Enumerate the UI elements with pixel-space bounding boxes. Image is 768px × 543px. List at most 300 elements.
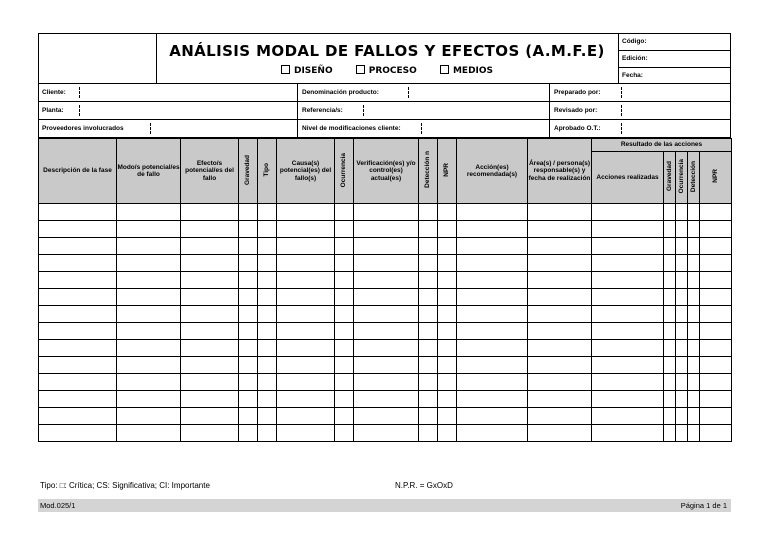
table-cell[interactable] [528, 323, 592, 340]
table-cell[interactable] [700, 323, 732, 340]
table-cell[interactable] [664, 374, 676, 391]
table-cell[interactable] [688, 323, 700, 340]
table-cell[interactable] [688, 272, 700, 289]
table-cell[interactable] [664, 306, 676, 323]
table-cell[interactable] [676, 425, 688, 442]
table-cell[interactable] [700, 289, 732, 306]
table-cell[interactable] [676, 272, 688, 289]
table-cell[interactable] [39, 272, 117, 289]
table-cell[interactable] [239, 374, 258, 391]
table-cell[interactable] [688, 374, 700, 391]
table-cell[interactable] [335, 391, 354, 408]
amfe-table [38, 138, 732, 442]
table-cell[interactable] [354, 272, 419, 289]
table-cell[interactable] [117, 340, 181, 357]
col-resultado: Resultado de las acciones [592, 139, 732, 152]
table-cell[interactable] [117, 323, 181, 340]
table-cell[interactable] [688, 289, 700, 306]
table-cell[interactable] [419, 374, 438, 391]
table-cell[interactable] [438, 408, 457, 425]
table-cell[interactable] [258, 221, 277, 238]
table-cell[interactable] [239, 323, 258, 340]
table-cell[interactable] [592, 306, 664, 323]
table-cell[interactable] [664, 255, 676, 272]
table-cell[interactable] [457, 221, 528, 238]
table-cell[interactable] [676, 340, 688, 357]
table-row [39, 425, 732, 442]
table-cell[interactable] [277, 323, 335, 340]
table-row [39, 357, 732, 374]
table-cell[interactable] [528, 289, 592, 306]
table-cell[interactable] [335, 408, 354, 425]
table-cell[interactable] [592, 204, 664, 221]
referencia-label: Referencia/s: [302, 107, 343, 114]
table-cell[interactable] [419, 391, 438, 408]
col-accion: Acción(es) recomendada(s) [457, 139, 528, 204]
table-cell[interactable] [39, 306, 117, 323]
table-cell[interactable] [239, 306, 258, 323]
table-cell[interactable] [117, 289, 181, 306]
table-cell[interactable] [676, 391, 688, 408]
table-cell[interactable] [117, 238, 181, 255]
table-cell[interactable] [676, 204, 688, 221]
table-cell[interactable] [528, 221, 592, 238]
table-row [39, 408, 732, 425]
table-cell[interactable] [39, 425, 117, 442]
col-deteccion: Detección n [419, 139, 438, 204]
table-cell[interactable] [457, 374, 528, 391]
table-cell[interactable] [419, 255, 438, 272]
col-r-gravedad: Gravedad [664, 152, 676, 204]
table-cell[interactable] [438, 238, 457, 255]
meta-box [618, 34, 730, 83]
title-box [156, 34, 619, 83]
table-cell[interactable] [117, 391, 181, 408]
table-cell[interactable] [592, 425, 664, 442]
table-cell[interactable] [277, 306, 335, 323]
table-cell[interactable] [676, 221, 688, 238]
table-cell[interactable] [117, 408, 181, 425]
option-medios[interactable]: MEDIOS [440, 66, 493, 76]
table-cell[interactable] [239, 255, 258, 272]
table-cell[interactable] [438, 272, 457, 289]
table-cell[interactable] [528, 357, 592, 374]
type-options [156, 65, 618, 76]
logo-area [39, 34, 157, 83]
table-cell[interactable] [239, 425, 258, 442]
table-cell[interactable] [438, 221, 457, 238]
info-block [38, 84, 731, 138]
form-header [38, 33, 731, 84]
table-row [39, 306, 732, 323]
table-row [39, 340, 732, 357]
table-cell[interactable] [592, 238, 664, 255]
table-cell[interactable] [239, 204, 258, 221]
table-cell[interactable] [39, 323, 117, 340]
table-cell[interactable] [676, 238, 688, 255]
table-cell[interactable] [688, 204, 700, 221]
table-cell[interactable] [239, 238, 258, 255]
table-cell[interactable] [39, 340, 117, 357]
table-cell[interactable] [700, 272, 732, 289]
table-cell[interactable] [335, 374, 354, 391]
revisado-label: Revisado por: [554, 107, 598, 114]
npr-formula: N.P.R. = GxOxD [395, 481, 453, 490]
table-row [39, 204, 732, 221]
table-cell[interactable] [700, 425, 732, 442]
table-cell[interactable] [419, 357, 438, 374]
table-cell[interactable] [335, 323, 354, 340]
table-cell[interactable] [592, 289, 664, 306]
table-row [39, 391, 732, 408]
table-cell[interactable] [700, 204, 732, 221]
checkbox-icon[interactable] [356, 65, 365, 74]
table-cell[interactable] [354, 255, 419, 272]
table-cell[interactable] [258, 340, 277, 357]
table-cell[interactable] [39, 357, 117, 374]
col-efecto: Efecto/s potencial/es del fallo [181, 139, 239, 204]
table-cell[interactable] [354, 238, 419, 255]
table-cell[interactable] [419, 425, 438, 442]
table-cell[interactable] [354, 374, 419, 391]
table-cell[interactable] [258, 357, 277, 374]
table-cell[interactable] [438, 255, 457, 272]
table-cell[interactable] [528, 255, 592, 272]
table-cell[interactable] [39, 289, 117, 306]
table-cell[interactable] [700, 238, 732, 255]
table-cell[interactable] [688, 357, 700, 374]
table-cell[interactable] [354, 425, 419, 442]
table-cell[interactable] [335, 425, 354, 442]
table-cell[interactable] [688, 340, 700, 357]
table-cell[interactable] [419, 289, 438, 306]
table-cell[interactable] [335, 255, 354, 272]
form-code: Mod.025/1 [40, 501, 76, 510]
table-cell[interactable] [676, 306, 688, 323]
table-cell[interactable] [676, 255, 688, 272]
table-cell[interactable] [457, 340, 528, 357]
table-cell[interactable] [438, 357, 457, 374]
table-cell[interactable] [457, 408, 528, 425]
table-cell[interactable] [258, 204, 277, 221]
table-cell[interactable] [277, 289, 335, 306]
table-cell[interactable] [528, 306, 592, 323]
table-cell[interactable] [354, 357, 419, 374]
table-cell[interactable] [664, 204, 676, 221]
table-cell[interactable] [664, 289, 676, 306]
info-row [39, 120, 730, 137]
table-cell[interactable] [457, 425, 528, 442]
table-cell[interactable] [239, 391, 258, 408]
table-cell[interactable] [438, 289, 457, 306]
type-legend: Tipo: □: Crítica; CS: Significativa; CI: Importante [40, 481, 210, 490]
table-cell[interactable] [354, 289, 419, 306]
col-r-npr: NPR [700, 152, 732, 204]
col-npr: NPR [438, 139, 457, 204]
table-cell[interactable] [419, 408, 438, 425]
table-cell[interactable] [277, 340, 335, 357]
table-cell[interactable] [258, 323, 277, 340]
table-cell[interactable] [688, 391, 700, 408]
table-cell[interactable] [676, 289, 688, 306]
table-cell[interactable] [39, 391, 117, 408]
table-cell[interactable] [181, 255, 239, 272]
table-cell[interactable] [239, 357, 258, 374]
table-cell[interactable] [700, 255, 732, 272]
col-acciones-realizadas: Acciones realizadas [592, 152, 664, 204]
table-cell[interactable] [39, 255, 117, 272]
preparado-label: Preparado por: [554, 89, 601, 96]
table-cell[interactable] [419, 221, 438, 238]
table-cell[interactable] [277, 238, 335, 255]
table-cell[interactable] [277, 408, 335, 425]
table-cell[interactable] [258, 272, 277, 289]
table-cell[interactable] [688, 306, 700, 323]
table-cell[interactable] [592, 221, 664, 238]
table-row [39, 238, 732, 255]
table-cell[interactable] [39, 204, 117, 221]
table-cell[interactable] [664, 425, 676, 442]
table-cell[interactable] [181, 357, 239, 374]
footer-bar [38, 499, 731, 512]
table-cell[interactable] [181, 323, 239, 340]
table-cell[interactable] [664, 238, 676, 255]
table-cell[interactable] [335, 340, 354, 357]
table-cell[interactable] [335, 204, 354, 221]
col-gravedad: Gravedad [239, 139, 258, 204]
table-cell[interactable] [592, 357, 664, 374]
table-cell[interactable] [528, 272, 592, 289]
table-cell[interactable] [528, 425, 592, 442]
table-cell[interactable] [335, 357, 354, 374]
table-cell[interactable] [457, 204, 528, 221]
table-cell[interactable] [528, 391, 592, 408]
table-cell[interactable] [664, 340, 676, 357]
form-title: ANÁLISIS MODAL DE FALLOS Y EFECTOS (A.M.F.E) [169, 42, 605, 60]
table-cell[interactable] [592, 272, 664, 289]
table-cell[interactable] [457, 357, 528, 374]
table-cell[interactable] [354, 408, 419, 425]
checkbox-icon[interactable] [281, 65, 290, 74]
table-cell[interactable] [700, 340, 732, 357]
table-cell[interactable] [277, 272, 335, 289]
table-cell[interactable] [117, 221, 181, 238]
table-cell[interactable] [457, 289, 528, 306]
info-row [39, 84, 730, 102]
table-cell[interactable] [335, 221, 354, 238]
table-cell[interactable] [335, 238, 354, 255]
table-cell[interactable] [592, 408, 664, 425]
table-cell[interactable] [664, 408, 676, 425]
table-cell[interactable] [688, 255, 700, 272]
table-cell[interactable] [354, 323, 419, 340]
checkbox-icon[interactable] [440, 65, 449, 74]
table-cell[interactable] [39, 221, 117, 238]
table-cell[interactable] [181, 374, 239, 391]
table-cell[interactable] [664, 391, 676, 408]
table-cell[interactable] [664, 221, 676, 238]
table-cell[interactable] [117, 357, 181, 374]
table-cell[interactable] [181, 221, 239, 238]
table-cell[interactable] [354, 204, 419, 221]
col-tipo: Tipo [258, 139, 277, 204]
table-cell[interactable] [258, 425, 277, 442]
table-cell[interactable] [181, 340, 239, 357]
table-row [39, 374, 732, 391]
table-cell[interactable] [700, 357, 732, 374]
col-area: Área(s) / persona(s) responsable(s) y fecha de realización [528, 139, 592, 204]
table-cell[interactable] [181, 238, 239, 255]
table-cell[interactable] [239, 408, 258, 425]
table-cell[interactable] [335, 272, 354, 289]
table-cell[interactable] [354, 306, 419, 323]
table-cell[interactable] [457, 391, 528, 408]
table-cell[interactable] [419, 238, 438, 255]
table-cell[interactable] [239, 221, 258, 238]
info-row [39, 102, 730, 120]
table-cell[interactable] [335, 289, 354, 306]
table-cell[interactable] [117, 272, 181, 289]
table-cell[interactable] [39, 374, 117, 391]
table-cell[interactable] [181, 391, 239, 408]
table-cell[interactable] [688, 425, 700, 442]
table-cell[interactable] [438, 374, 457, 391]
table-cell[interactable] [39, 408, 117, 425]
table-cell[interactable] [239, 272, 258, 289]
table-cell[interactable] [592, 323, 664, 340]
table-cell[interactable] [664, 323, 676, 340]
table-cell[interactable] [688, 408, 700, 425]
option-diseno[interactable]: DISEÑO [281, 66, 333, 76]
table-cell[interactable] [277, 391, 335, 408]
table-cell[interactable] [335, 306, 354, 323]
table-cell[interactable] [676, 323, 688, 340]
table-cell[interactable] [181, 289, 239, 306]
table-cell[interactable] [700, 306, 732, 323]
table-cell[interactable] [700, 374, 732, 391]
table-cell[interactable] [277, 425, 335, 442]
col-r-ocurrencia: Ocurrencia [676, 152, 688, 204]
table-row [39, 323, 732, 340]
cliente-label: Cliente: [42, 89, 66, 96]
nivel-label: Nivel de modificaciones cliente: [302, 125, 401, 132]
table-cell[interactable] [700, 408, 732, 425]
table-cell[interactable] [438, 306, 457, 323]
proveedores-label: Proveedores involucrados [42, 125, 124, 132]
table-cell[interactable] [258, 408, 277, 425]
col-descripcion: Descripción de la fase [39, 139, 117, 204]
table-cell[interactable] [457, 323, 528, 340]
table-cell[interactable] [457, 255, 528, 272]
table-cell[interactable] [438, 391, 457, 408]
table-cell[interactable] [676, 408, 688, 425]
table-body [39, 204, 732, 442]
table-cell[interactable] [117, 374, 181, 391]
table-cell[interactable] [457, 238, 528, 255]
fecha-field[interactable]: Fecha: [622, 72, 643, 79]
table-cell[interactable] [258, 238, 277, 255]
table-cell[interactable] [688, 221, 700, 238]
table-cell[interactable] [438, 204, 457, 221]
table-cell[interactable] [700, 221, 732, 238]
table-cell[interactable] [181, 425, 239, 442]
table-cell[interactable] [664, 272, 676, 289]
table-cell[interactable] [528, 340, 592, 357]
table-cell[interactable] [592, 255, 664, 272]
table-cell[interactable] [528, 408, 592, 425]
edicion-field[interactable]: Edición: [618, 51, 730, 68]
table-cell[interactable] [592, 374, 664, 391]
table-cell[interactable] [419, 306, 438, 323]
table-cell[interactable] [419, 204, 438, 221]
table-cell[interactable] [419, 272, 438, 289]
table-cell[interactable] [258, 374, 277, 391]
table-cell[interactable] [277, 357, 335, 374]
table-cell[interactable] [457, 306, 528, 323]
table-cell[interactable] [676, 357, 688, 374]
table-cell[interactable] [592, 391, 664, 408]
table-cell[interactable] [676, 374, 688, 391]
table-cell[interactable] [528, 204, 592, 221]
table-cell[interactable] [258, 391, 277, 408]
table-cell[interactable] [277, 221, 335, 238]
codigo-field[interactable]: Código: [618, 34, 730, 51]
table-cell[interactable] [354, 391, 419, 408]
table-cell[interactable] [438, 425, 457, 442]
table-cell[interactable] [239, 340, 258, 357]
aprobado-label: Aprobado O.T.: [554, 125, 601, 132]
option-proceso[interactable]: PROCESO [356, 66, 417, 76]
table-cell[interactable] [39, 238, 117, 255]
table-cell[interactable] [277, 204, 335, 221]
table-cell[interactable] [239, 289, 258, 306]
table-row [39, 272, 732, 289]
amfe-form [38, 33, 731, 442]
table-cell[interactable] [277, 374, 335, 391]
table-cell[interactable] [117, 255, 181, 272]
col-causa: Causa(s) potencial(es) del fallo(s) [277, 139, 335, 204]
table-cell[interactable] [438, 340, 457, 357]
table-cell[interactable] [181, 204, 239, 221]
table-cell[interactable] [354, 340, 419, 357]
table-cell[interactable] [457, 272, 528, 289]
table-cell[interactable] [117, 204, 181, 221]
table-row [39, 221, 732, 238]
table-cell[interactable] [181, 408, 239, 425]
table-cell[interactable] [419, 323, 438, 340]
table-cell[interactable] [277, 255, 335, 272]
table-cell[interactable] [117, 306, 181, 323]
table-cell[interactable] [181, 306, 239, 323]
table-cell[interactable] [258, 255, 277, 272]
table-cell[interactable] [181, 272, 239, 289]
table-cell[interactable] [528, 238, 592, 255]
table-cell[interactable] [438, 323, 457, 340]
table-cell[interactable] [258, 306, 277, 323]
table-cell[interactable] [592, 340, 664, 357]
table-cell[interactable] [117, 425, 181, 442]
col-ocurrencia: Ocurrencia [335, 139, 354, 204]
table-cell[interactable] [258, 289, 277, 306]
denominacion-label: Denominación producto: [302, 89, 379, 96]
table-cell[interactable] [688, 238, 700, 255]
table-cell[interactable] [419, 340, 438, 357]
table-cell[interactable] [354, 221, 419, 238]
table-cell[interactable] [700, 391, 732, 408]
page-number: Página 1 de 1 [680, 501, 727, 510]
table-cell[interactable] [664, 357, 676, 374]
table-cell[interactable] [528, 374, 592, 391]
